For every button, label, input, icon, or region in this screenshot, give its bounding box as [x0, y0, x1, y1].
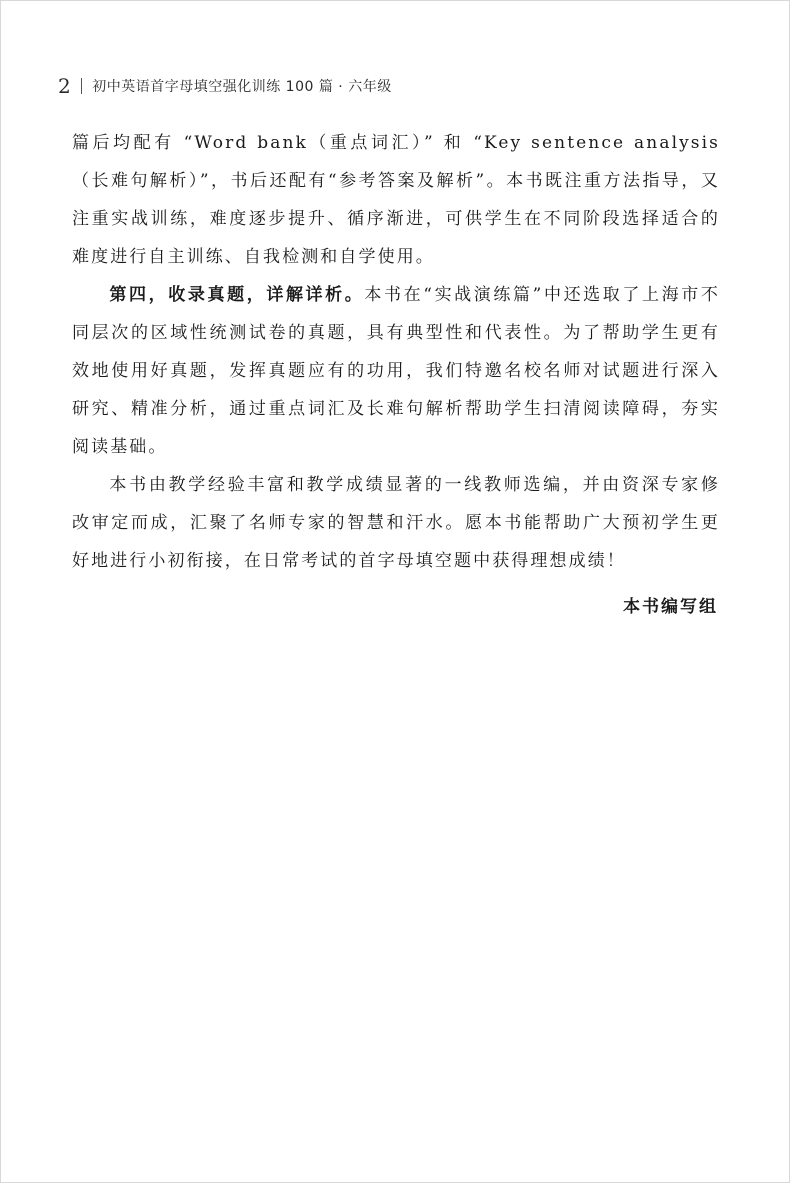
book-title: 初中英语首字母填空强化训练 100 篇 · 六年级	[92, 79, 392, 95]
paragraph-2-rest: 本书在“实战演练篇”中还选取了上海市不同层次的区域性统测试卷的真题，具有典型性和代表性。为了帮助学生更有效地使用好真题，发挥真题应有的功用，我们特邀名校名师对试题进行深入研究、精准分析，通过重点词汇及长难句解析帮助学生扫清阅读障碍，夯实阅读基础。	[72, 285, 720, 457]
running-header	[58, 74, 392, 98]
header-divider	[81, 78, 82, 94]
paragraph-2	[72, 276, 720, 466]
paragraph-2-lead: 第四，收录真题，详解详析。	[109, 285, 365, 305]
paragraph-1: 篇后均配有 “Word bank（重点词汇）” 和 “Key sentence analysis（长难句解析）”，书后还配有“参考答案及解析”。本书既注重方法指导，又注重实战训练，难度逐步提升、循序渐进，可供学生在不同阶段选择适合的难度进行自主训练、自我检测和自学使用。	[72, 133, 720, 267]
paragraph-3: 本书由教学经验丰富和教学成绩显著的一线教师选编，并由资深专家修改审定而成，汇聚了名师专家的智慧和汗水。愿本书能帮助广大预初学生更好地进行小初衔接，在日常考试的首字母填空题中获得理想成绩！	[72, 475, 720, 571]
page-number: 2	[58, 74, 72, 98]
signature: 本书编写组	[623, 597, 718, 617]
body-text	[72, 124, 720, 580]
